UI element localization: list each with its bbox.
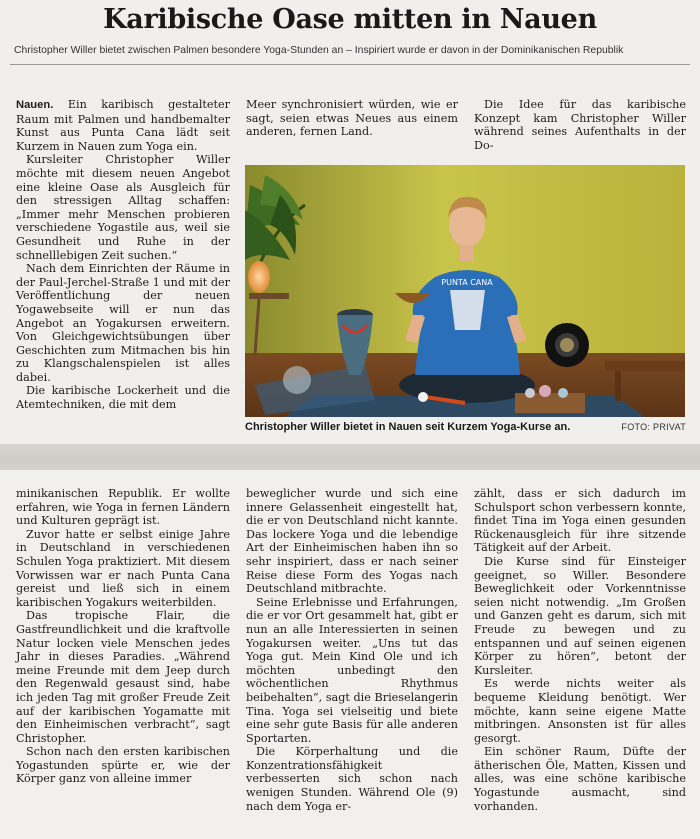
article-headline: Karibische Oase mitten in Nauen (103, 4, 597, 35)
paragraph: Zuvor hatte er selbst einige Jahre in Deutschland in verschiedenen Schulen Yoga praktiziert. Mit diesem Vorwissen war er nach Punta Cana gereist und ließ sich in einem karibischen Yogakurs weiterbilden. (16, 527, 230, 609)
salt-lamp (248, 261, 270, 293)
shelf (249, 293, 289, 299)
paragraph (16, 98, 230, 153)
paragraph: Schon nach den ersten karibischen Yogastunden spürte er, wie der Körper ganz von alleine immer (16, 745, 230, 786)
paragraph: Die karibische Lockerheit und die Atemtechniken, die mit dem (16, 384, 230, 412)
crystal-basket (515, 393, 585, 413)
paragraph: zählt, dass er sich dadurch im Schulsport schon verbessern konnte, findet Tina im Yoga einen gesunden Rückenausgleich für ihre sitzende Tätigkeit auf der Arbeit. (474, 487, 686, 555)
gong (545, 323, 589, 367)
paragraph: minikanischen Republik. Er wollte erfahren, wie Yoga in fernen Ländern und Kulturen geprägt ist. (16, 487, 230, 528)
article-subline: Christopher Willer bietet zwischen Palmen besondere Yoga-Stunden an – Inspiriert wurde er davon in der Dominikanischen Republik (14, 45, 624, 56)
paragraph: Seine Erlebnisse und Erfahrungen, die er vor Ort gesammelt hat, gibt er nun an alle Interessierten in seinen Yogakursen weiter. „Uns tut das Yoga gut. Mein Kind Ole und ich möchten unbedingt den wöchentlichen Rhythmus beibehalten“, sagt die Brieselangerin Tina. Yoga sei vielseitig und biete eine sehr gute Basis für alle anderen Sportarten. (246, 595, 458, 745)
paragraph: Die Körperhaltung und die Konzentrationsfähigkeit verbesserten sich schon nach wenigen Stunden. Während Ole (9) nach dem Yoga er- (246, 745, 458, 813)
text-column-3-top (474, 98, 686, 152)
paragraph: Meer synchronisiert würden, wie er sagt, seien etwas Neues aus einem anderen, fernen Land. (246, 98, 458, 139)
header-rule (10, 64, 690, 65)
glass-bowl (283, 366, 311, 394)
paragraph: Es werde nichts weiter als bequeme Kleidung benötigt. Wer möchte, kann seine eigene Matte mitbringen. Ansonsten ist für alles gesorgt. (474, 677, 686, 745)
bench (605, 361, 685, 371)
paragraph: Das tropische Flair, die Gastfreundlichkeit und die kraftvolle Natur locken viele Menschen jedes Jahr in dieses Paradies. „Während meine Freunde mit dem Jeep durch den Regenwald gesaust sind, habe ich jeden Tag mit großer Freude Zeit auf der karibischen Yogamatte mit den Einheimischen verbracht“, sagt Christopher. (16, 609, 230, 745)
paragraph: Ein schöner Raum, Düfte der ätherischen Öle, Matten, Kissen und alles, was eine schöne karibische Yogastunde ausmacht, sind vorhanden. (474, 745, 686, 813)
text-column-6 (474, 487, 686, 813)
text-column-2-top (246, 98, 458, 139)
shirt-print: PUNTA CANA (441, 278, 493, 287)
paragraph: beweglicher wurde und sich eine innere Gelassenheit eingestellt hat, die er von Deutschland nicht kannte. Das lockere Yoga und die lebendige Art der Einheimischen haben ihn so sehr inspiriert, dass er nach seiner Reise diese Form des Yogas nach Deutschland mitbrachte. (246, 487, 458, 596)
paragraph-text: Ein karibisch gestalteter Raum mit Palmen und handbemalter Kunst aus Punta Cana lädt seit Kurzem in Nauen zum Yoga ein. (16, 98, 230, 153)
text-column-5 (246, 487, 458, 813)
dateline: Nauen. (16, 99, 54, 111)
paragraph: Die Kurse sind für Einsteiger geeignet, so Willer. Besondere Beweglichkeit oder Vorkenntnisse seien nicht notwendig. „Im Großen und Ganzen geht es darum, sich mit Freude zu bewegen und zu entspannen und auf seinen eigenen Körper zu hören“, betont der Kursleiter. (474, 554, 686, 677)
text-column-1 (16, 98, 230, 412)
article-photo (245, 165, 685, 417)
photo-caption: Christopher Willer bietet in Nauen seit Kurzem Yoga-Kurse an. (245, 421, 571, 433)
text-column-4 (16, 487, 230, 786)
paragraph: Nach dem Einrichten der Räume in der Paul-Jerchel-Straße 1 und mit der Veröffentlichung der neuen Yogawebseite will er nun das Angebot an Yogakursen erweitern. Von Gleichgewichtsübungen über Geschichten zum Mitmachen bis hin zu Klangschalenspielen ist alles dabei. (16, 262, 230, 384)
yoga-room-photo (245, 165, 685, 417)
photo-credit: FOTO: PRIVAT (621, 422, 686, 432)
paragraph: Die Idee für das karibische Konzept kam Christopher Willer während seines Aufenthalts in der Do- (474, 98, 686, 152)
paragraph: Kursleiter Christopher Willer möchte mit diesem neuen Angebot eine kleine Oase als Ausgleich für den stressigen Alltag schaffen: „Immer mehr Menschen probieren verschiedene Yogastile aus, weil sie Gesundheit und Ruhe in der schnelllebigen Zeit suchen.“ (16, 153, 230, 262)
